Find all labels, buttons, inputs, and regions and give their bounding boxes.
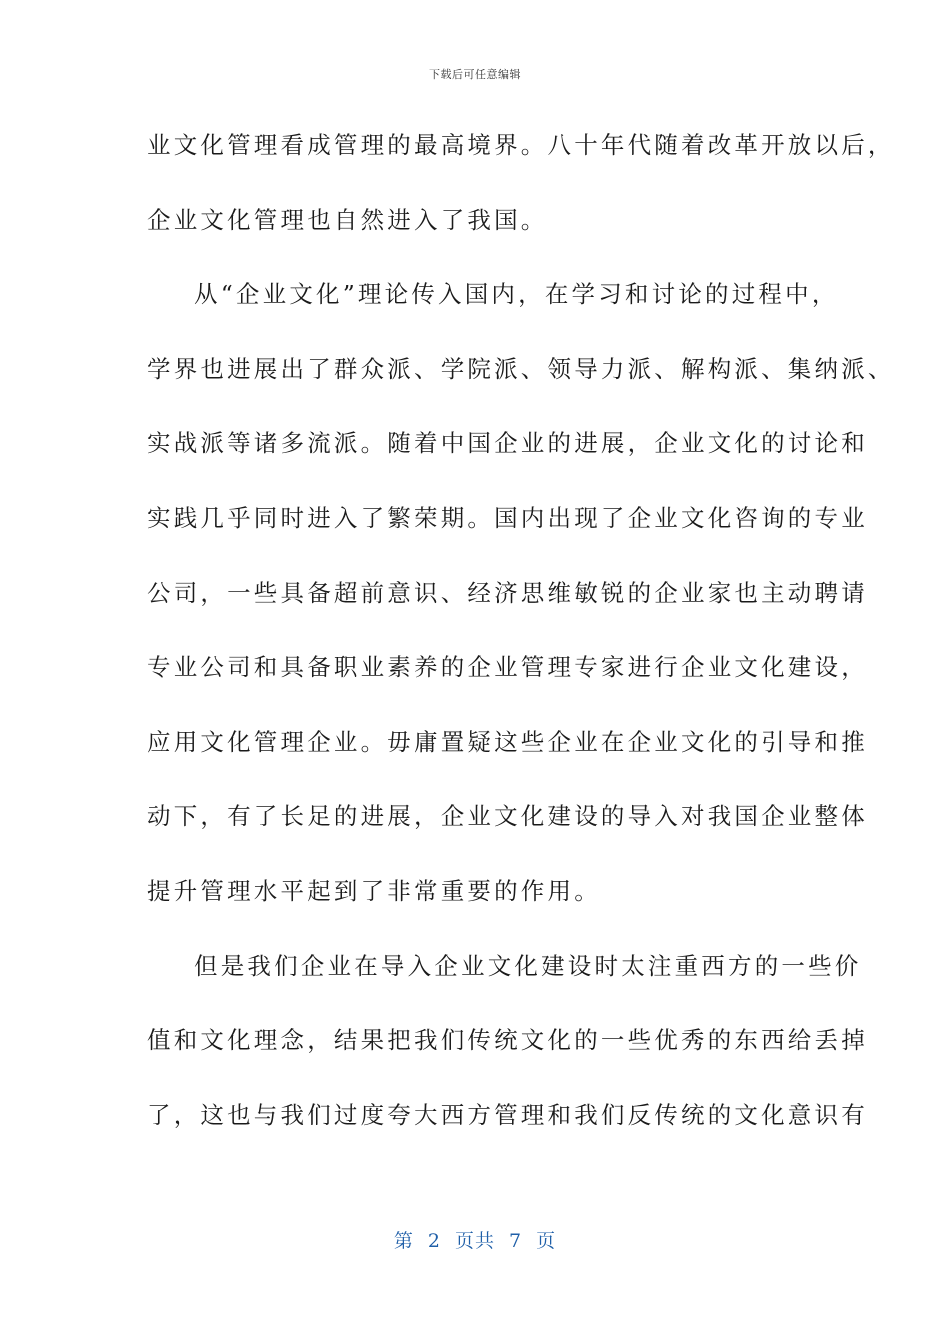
body-line: 实践几乎同时进入了繁荣期。国内出现了企业文化咨询的专业 — [147, 503, 868, 532]
body-line: 专业公司和具备职业素养的企业管理专家进行企业文化建设， — [147, 653, 868, 682]
page-suffix: 页 — [536, 1230, 557, 1252]
document-body — [147, 128, 895, 1172]
body-line: 了，这也与我们过度夸大西方管理和我们反传统的文化意识有 — [147, 1100, 868, 1129]
page-prefix: 第 — [393, 1230, 414, 1252]
body-line: 实战派等诸多流派。随着中国企业的进展，企业文化的讨论和 — [147, 429, 868, 458]
page-header: 下载后可任意编辑 — [429, 68, 521, 81]
current-page-number: 2 — [427, 1230, 441, 1252]
page-footer — [0, 1226, 950, 1253]
body-line: 提升管理水平起到了非常重要的作用。 — [147, 876, 601, 905]
body-line: 学界也进展出了群众派、学院派、领导力派、解构派、集纳派、 — [147, 354, 895, 383]
body-line: 应用文化管理企业。毋庸置疑这些企业在企业文化的引导和推 — [147, 727, 868, 756]
body-line: 业文化管理看成管理的最高境界。八十年代随着改革开放以后， — [147, 131, 895, 159]
paragraph-start-line: 从“企业文化”理论传入国内，在学习和讨论的过程中， — [194, 280, 839, 309]
total-pages-number: 7 — [509, 1230, 523, 1252]
body-line: 值和文化理念，结果把我们传统文化的一些优秀的东西给丢掉 — [147, 1026, 868, 1055]
body-line: 企业文化管理也自然进入了我国。 — [147, 205, 548, 234]
body-line: 公司，一些具备超前意识、经济思维敏锐的企业家也主动聘请 — [147, 578, 868, 607]
body-line: 动下，有了长足的进展，企业文化建设的导入对我国企业整体 — [147, 802, 868, 831]
paragraph-start-line: 但是我们企业在导入企业文化建设时太注重西方的一些价 — [194, 951, 862, 980]
page-middle: 页共 — [454, 1230, 495, 1252]
